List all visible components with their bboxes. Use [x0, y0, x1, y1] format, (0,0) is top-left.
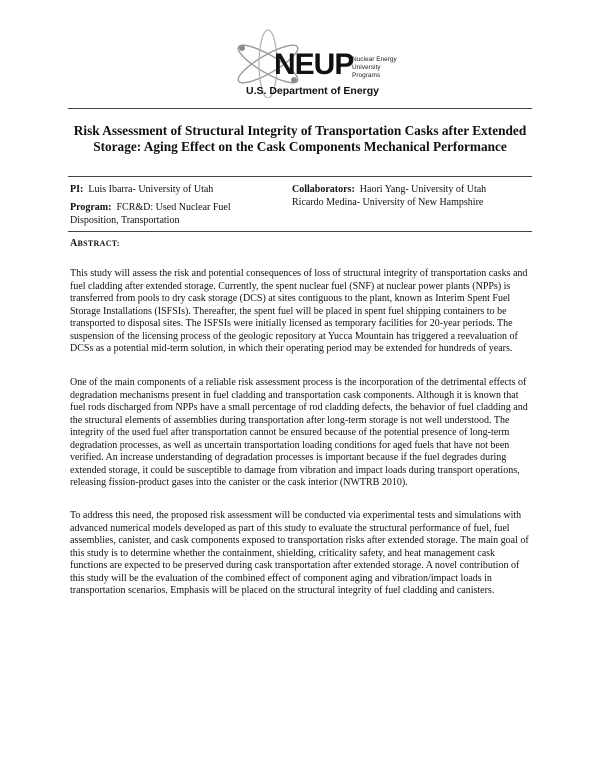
program-block: Program: FCR&D: Used Nuclear Fuel Disposition, Transportation: [70, 202, 231, 226]
collaborator-2: Ricardo Medina- University of New Hampshire: [292, 196, 484, 208]
abstract-heading: ABSTRACT:: [70, 238, 120, 249]
program-value: FCR&D: Used Nuclear Fuel Disposition, Transportation: [70, 202, 231, 226]
pi-label: PI: [70, 184, 80, 195]
pi-value: Luis Ibarra- University of Utah: [88, 184, 214, 195]
department-name: U.S. Department of Energy: [246, 85, 380, 97]
logo-subtitle: Nuclear Energy University Programs: [352, 56, 397, 79]
abstract-paragraph-2: One of the main components of a reliable risk assessment process is the incorporation of the detrimental effects of degradation mechanisms present in fuel cladding and transportation cask components. Although it is known that fuel rods discharged from NPPs have a small percentage of rod cladding defects, the behavior of fuel cladding and the structural elements of assemblies during transportation after long-term storage is not well understood. The integrity of the used fuel after transportation cannot be ensured because of the potential presence of long-term degradation processes, as well as uncertain transportation loading conditions for aged fuels that have not been verified. An increase understanding of degradation processes is important because if the fuel degrades during extended storage, it could be susceptible to damage from vibration and impact loads during transport operations, releasing fission-product gases into the canister or the cask interior (NWTRB 2010).: [70, 377, 528, 488]
header-divider: [68, 231, 532, 232]
pi-block: PI: Luis Ibarra- University of Utah: [70, 184, 214, 195]
abstract-paragraph-1: This study will assess the risk and potential consequences of loss of structural integrity of transportation casks and fuel cladding after extended storage. Currently, the spent nuclear fuel (SNF) at nuclear power plants (NPPs) is transferred from pools to dry cask storage (DCS) at sites contiguous to the plant, known as Interim Spent Fuel Storage Installations (ISFSIs). Thereafter, the spent fuel will be placed in spent fuel shipping containers to be transported to disposal sites. The ISFSIs were initially licensed as temporary facilities for 20-year periods. The suspension of the licensing process of the geologic repository at Yucca Mountain has triggered a reevaluation of DCSs as a potential mid-term solution, in which their operating period may be extended for hundreds of years.: [70, 268, 528, 354]
page-title: Risk Assessment of Structural Integrity of Transportation Casks after Extended Storage: Aging Effect on the Cask Components Mechanical Performance: [73, 123, 527, 154]
title-divider: [68, 176, 532, 177]
neup-wordmark: NEUP: [274, 48, 354, 81]
abstract-paragraph-3: To address this need, the proposed risk assessment will be conducted via experimental tests and simulations with advanced numerical models developed as part of this study to evaluate the structural performance of fuel, fuel assemblies, canister, and cask components exposed to transportation risks after extended storage. The main goal of this study is to determine whether the containment, shielding, criticality safety, and heat management cask functions are expected to be preserved during cask transportation after extended storage. A novel contribution of this study will be the evaluation of the combined effect of component aging and vibration/impact loads in transportation scenarios. Emphasis will be placed on the structural integrity of fuel cladding and canisters.: [70, 510, 529, 596]
collaborators-label: Collaborators: [292, 184, 352, 195]
collaborator-1: Haori Yang- University of Utah: [359, 184, 487, 195]
top-divider: [68, 108, 532, 109]
program-label: Program: [70, 202, 109, 213]
collaborators-block: Collaborators: Haori Yang- University of Utah Ricardo Medina- University of New Hampshire: [292, 184, 537, 209]
